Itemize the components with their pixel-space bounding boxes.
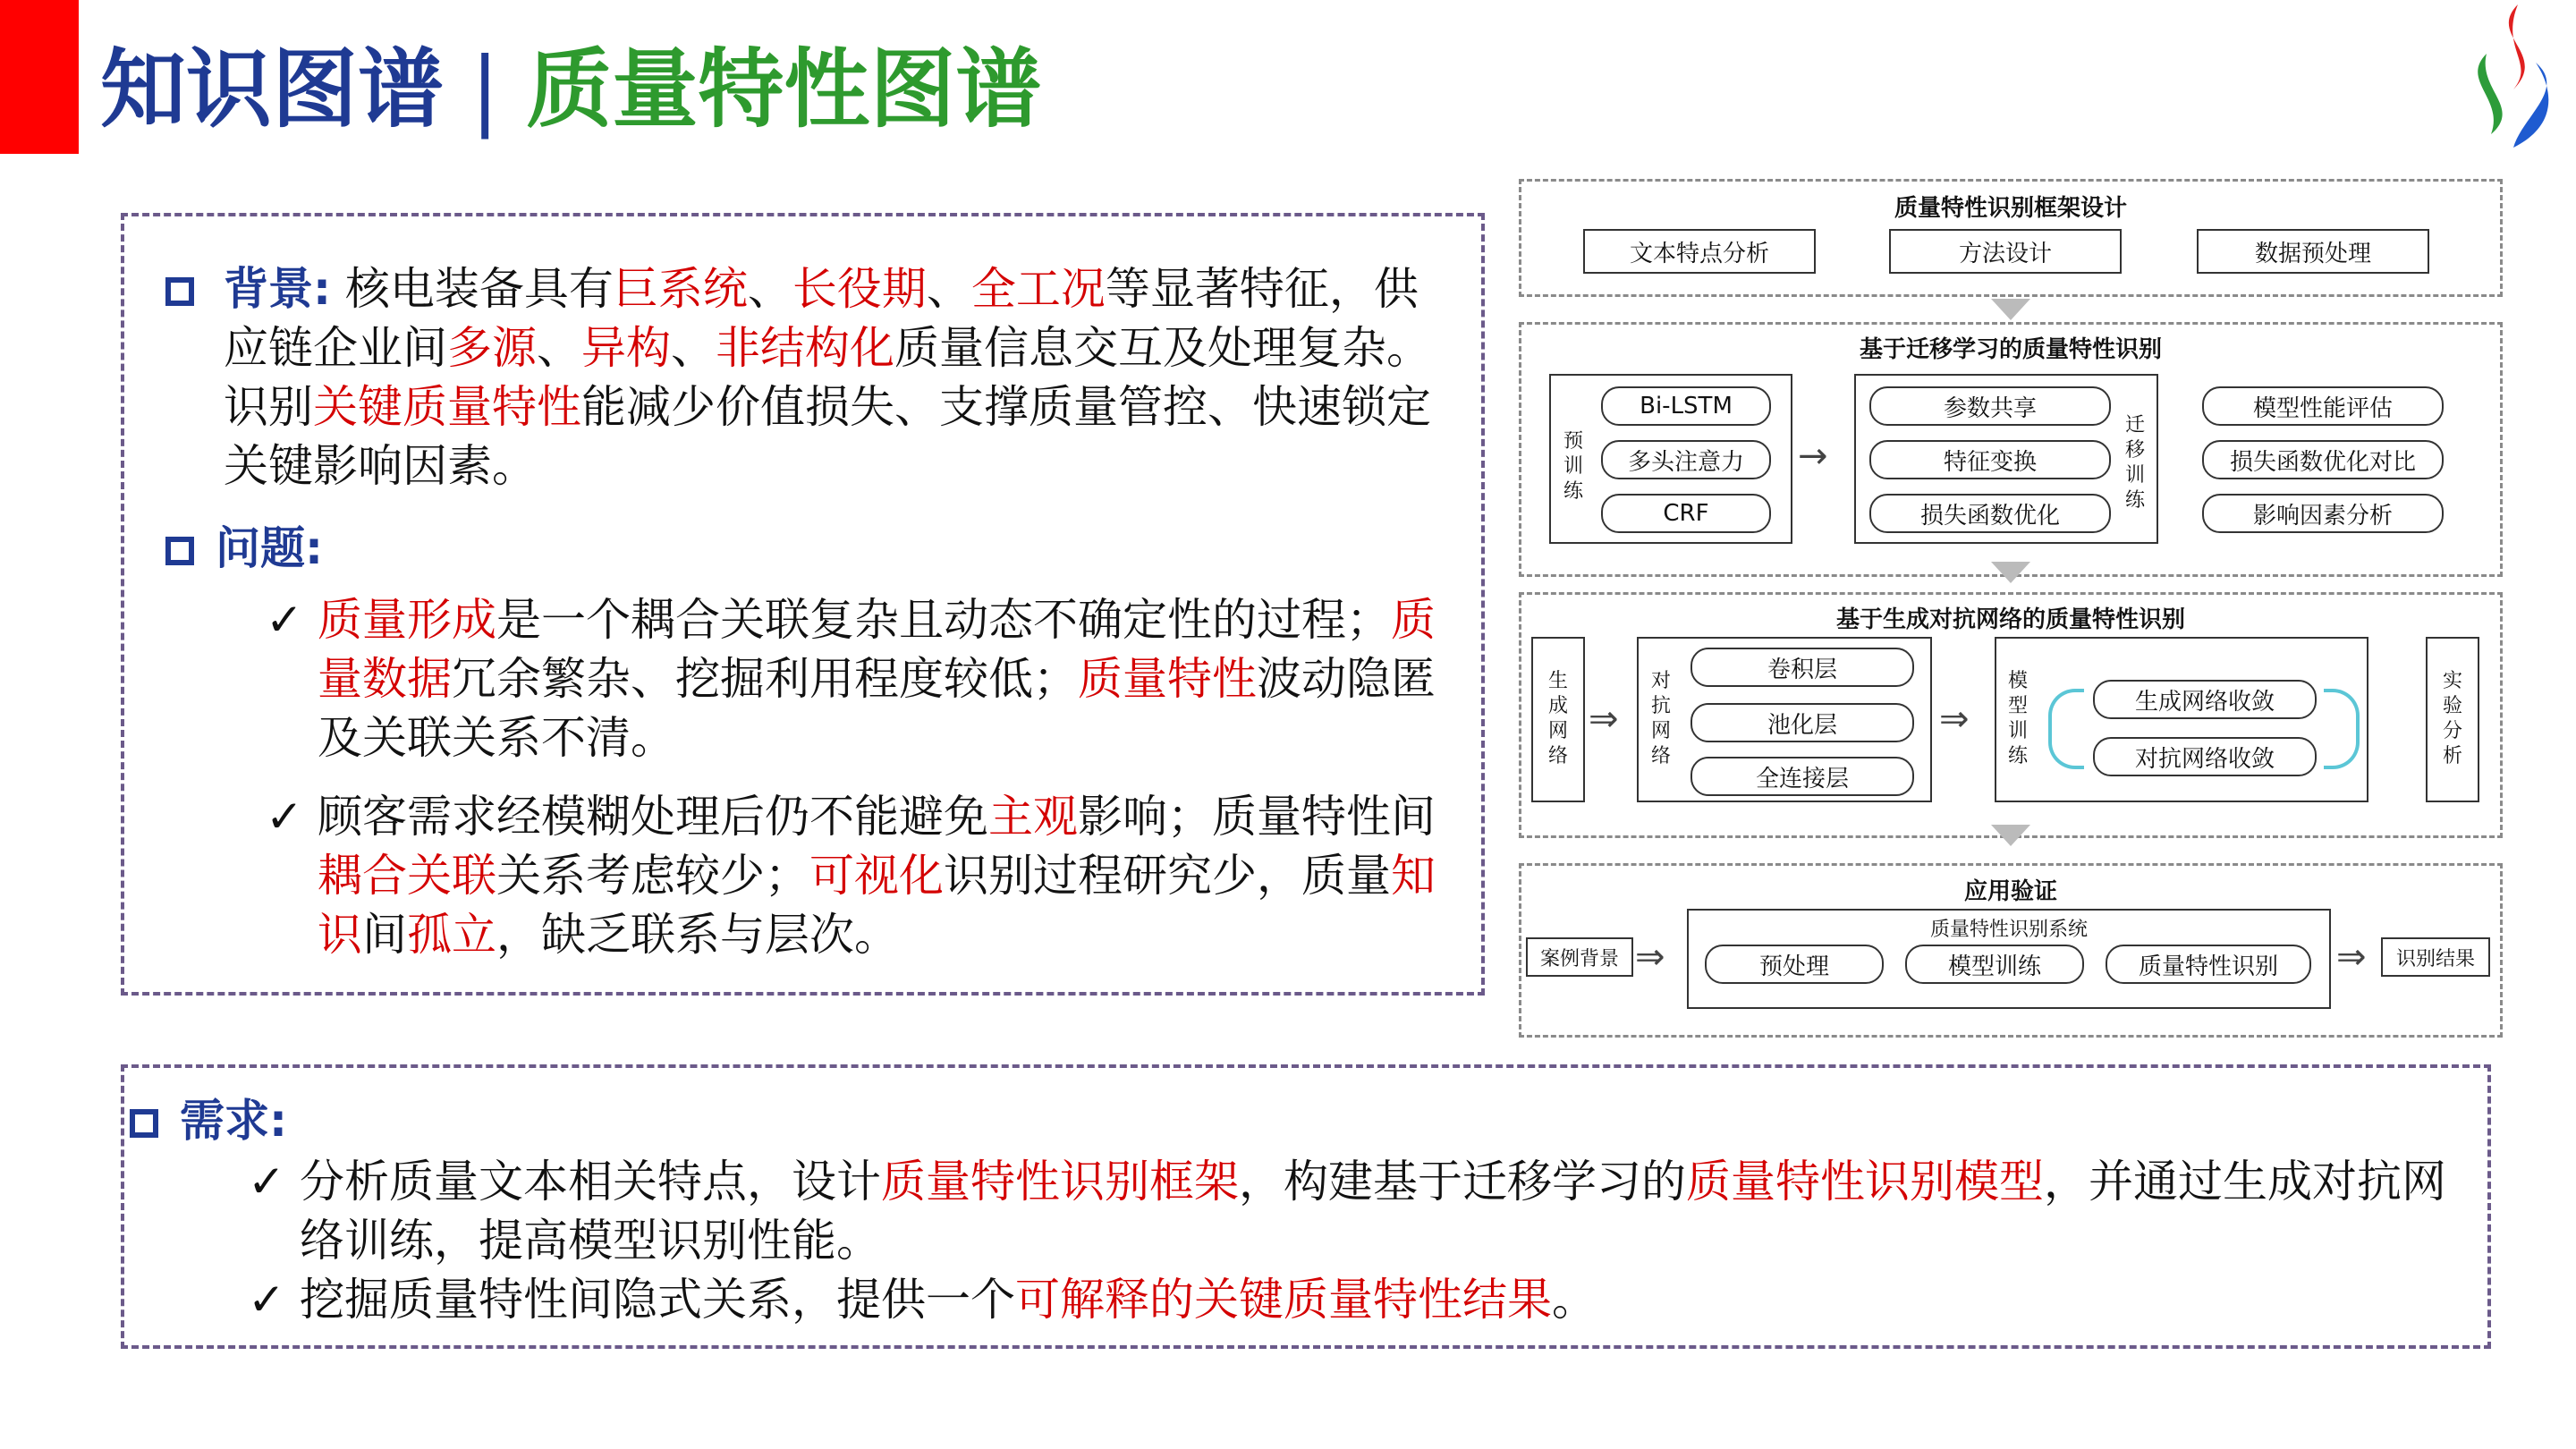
design-box-1: 文本特点分析 — [1583, 229, 1816, 274]
experiment-label: 实 验 分 析 — [2442, 670, 2462, 767]
background-label: 背景: — [224, 263, 331, 315]
result-box: 识别结果 — [2381, 937, 2490, 977]
checkbox-square-icon — [165, 277, 194, 306]
problem-section — [165, 519, 1445, 984]
step-identify: 质量特性识别 — [2106, 945, 2311, 984]
adv-converge: 对抗网络收敛 — [2093, 737, 2317, 776]
layer-fc: 全连接层 — [1690, 757, 1914, 796]
list-item — [165, 590, 1445, 767]
body-text: 、 — [671, 322, 716, 374]
highlight-text: 主观 — [988, 791, 1078, 843]
body-text: 质量信息交互及处理复杂。识别 — [224, 322, 1431, 433]
body-text: 冗余繁杂、挖掘利用程度较低； — [452, 653, 1078, 705]
checkmark-icon: ✓ — [266, 594, 303, 646]
checkbox-square-icon — [130, 1109, 158, 1138]
background-text — [224, 263, 1431, 492]
list-item — [165, 787, 1445, 964]
background-section — [165, 259, 1445, 496]
cycle-arrow-icon — [2324, 689, 2360, 769]
pretrain-label: 预 训 练 — [1563, 430, 1583, 503]
arrow-down-icon — [1991, 825, 2030, 846]
layer-conv: 卷积层 — [1690, 648, 1914, 687]
framework-diagram — [1512, 179, 2496, 1038]
body-text: 。 — [1552, 1274, 1597, 1326]
highlight-text: 质量形成 — [318, 594, 496, 646]
page-title-main: 知识图谱 — [100, 39, 444, 140]
body-text: 识别过程研究少，质量 — [944, 850, 1391, 902]
highlight-text: 多源 — [447, 322, 537, 374]
body-text: 关系考虑较少； — [496, 850, 809, 902]
highlight-text: 长役期 — [792, 263, 927, 315]
gen-converge: 生成网络收敛 — [2093, 680, 2317, 719]
pretrain-attention: 多头注意力 — [1601, 440, 1771, 479]
body-text: ，构建基于迁移学习的 — [1239, 1156, 1686, 1208]
body-text: ，缺乏联系与层次。 — [496, 909, 899, 961]
adv-net-label: 对 抗 网 络 — [1650, 670, 1671, 767]
arrow-right-icon: ⇒ — [1635, 936, 1665, 978]
transfer-feature: 特征变换 — [1869, 440, 2111, 479]
body-text: 波动隐匿及关联关系不清。 — [318, 653, 1436, 764]
list-item-text — [318, 791, 1436, 961]
highlight-text: 可解释的关键质量特性结果 — [1015, 1274, 1552, 1326]
arrow-right-icon: ⇒ — [1589, 699, 1619, 740]
body-text: 顾客需求经模糊处理后仍不能避免 — [318, 791, 988, 843]
stage-gan-title: 基于生成对抗网络的质量特性识别 — [1835, 606, 2185, 633]
stage-apply-title: 应用验证 — [1963, 878, 2057, 905]
arrow-down-icon — [1991, 299, 2030, 320]
checkmark-icon: ✓ — [248, 1274, 285, 1326]
pretrain-crf: CRF — [1601, 494, 1771, 533]
body-text: 等显著特征，供应链企业间 — [224, 263, 1419, 374]
page-title — [100, 36, 1041, 143]
eval-loss-compare: 损失函数优化对比 — [2202, 440, 2444, 479]
highlight-text: 耦合关联 — [318, 850, 496, 902]
arrow-right-icon: ⇒ — [1939, 699, 1970, 740]
cycle-arrow-icon — [2048, 689, 2084, 769]
step-train: 模型训练 — [1905, 945, 2084, 984]
transfer-label: 迁 移 训 练 — [2124, 414, 2145, 512]
body-text: 分析质量文本相关特点，设计 — [300, 1156, 881, 1208]
highlight-text: 知识 — [318, 850, 1436, 961]
checkmark-icon: ✓ — [248, 1156, 285, 1208]
body-text: 能减少价值损失、支撑质量管控、快速锁定关键影响因素。 — [224, 381, 1431, 492]
highlight-text: 可视化 — [809, 850, 944, 902]
eval-performance: 模型性能评估 — [2202, 386, 2444, 426]
layer-pool: 池化层 — [1690, 703, 1914, 742]
pretrain-bilstm: Bi-LSTM — [1601, 386, 1771, 426]
problem-label: 问题: — [216, 522, 323, 574]
highlight-text: 巨系统 — [613, 263, 748, 315]
highlight-text: 关键质量特性 — [313, 381, 581, 433]
highlight-text: 非结构化 — [716, 322, 894, 374]
body-text: 挖掘质量特性间隐式关系，提供一个 — [300, 1274, 1015, 1326]
highlight-text: 质量数据 — [318, 594, 1436, 705]
body-text: 影响；质量特性间 — [1078, 791, 1436, 843]
transfer-loss: 损失函数优化 — [1869, 494, 2111, 533]
body-text: 、 — [537, 322, 581, 374]
list-item-text — [318, 594, 1436, 764]
body-text: 间 — [362, 909, 407, 961]
list-item — [130, 1152, 2464, 1270]
design-box-3: 数据预处理 — [2197, 229, 2429, 274]
body-text: 是一个耦合关联复杂且动态不确定性的过程； — [496, 594, 1391, 646]
body-text: 、 — [747, 263, 792, 315]
list-item-text — [300, 1274, 1597, 1326]
step-preprocess: 预处理 — [1705, 945, 1884, 984]
highlight-text: 孤立 — [407, 909, 496, 961]
highlight-text: 质量特性识别模型 — [1686, 1156, 2044, 1208]
gen-net-label: 生 成 网 络 — [1547, 670, 1568, 767]
checkmark-icon: ✓ — [266, 791, 303, 843]
case-background-box: 案例背景 — [1526, 937, 1633, 977]
checkbox-square-icon — [165, 537, 194, 565]
system-title: 质量特性识别系统 — [1929, 919, 2088, 941]
design-box-2: 方法设计 — [1889, 229, 2122, 274]
demand-label: 需求: — [180, 1095, 287, 1147]
body-text: 核电装备具有 — [344, 263, 614, 315]
list-item — [130, 1270, 2464, 1329]
model-train-label: 模 型 训 练 — [2007, 670, 2028, 767]
list-item-text — [300, 1156, 2446, 1267]
highlight-text: 质量特性识别框架 — [881, 1156, 1239, 1208]
flame-logo-icon — [2451, 0, 2567, 152]
header-accent-bar — [0, 0, 79, 154]
arrow-down-icon — [1991, 562, 2030, 583]
highlight-text: 质量特性 — [1078, 653, 1257, 705]
highlight-text: 异构 — [581, 322, 671, 374]
title-separator: | — [470, 39, 500, 140]
page-title-sub: 质量特性图谱 — [526, 39, 1042, 140]
stage-transfer-title: 基于迁移学习的质量特性识别 — [1859, 336, 2162, 363]
eval-factor: 影响因素分析 — [2202, 494, 2444, 533]
body-text: 、 — [926, 263, 971, 315]
stage-design-title: 质量特性识别框架设计 — [1894, 195, 2127, 222]
highlight-text: 全工况 — [970, 263, 1106, 315]
demand-section — [130, 1091, 2464, 1329]
transfer-param-share: 参数共享 — [1869, 386, 2111, 426]
arrow-right-icon: → — [1798, 436, 1828, 477]
body-text: ，并通过生成对抗网络训练，提高模型识别性能。 — [300, 1156, 2446, 1267]
arrow-right-icon: ⇒ — [2336, 936, 2367, 978]
